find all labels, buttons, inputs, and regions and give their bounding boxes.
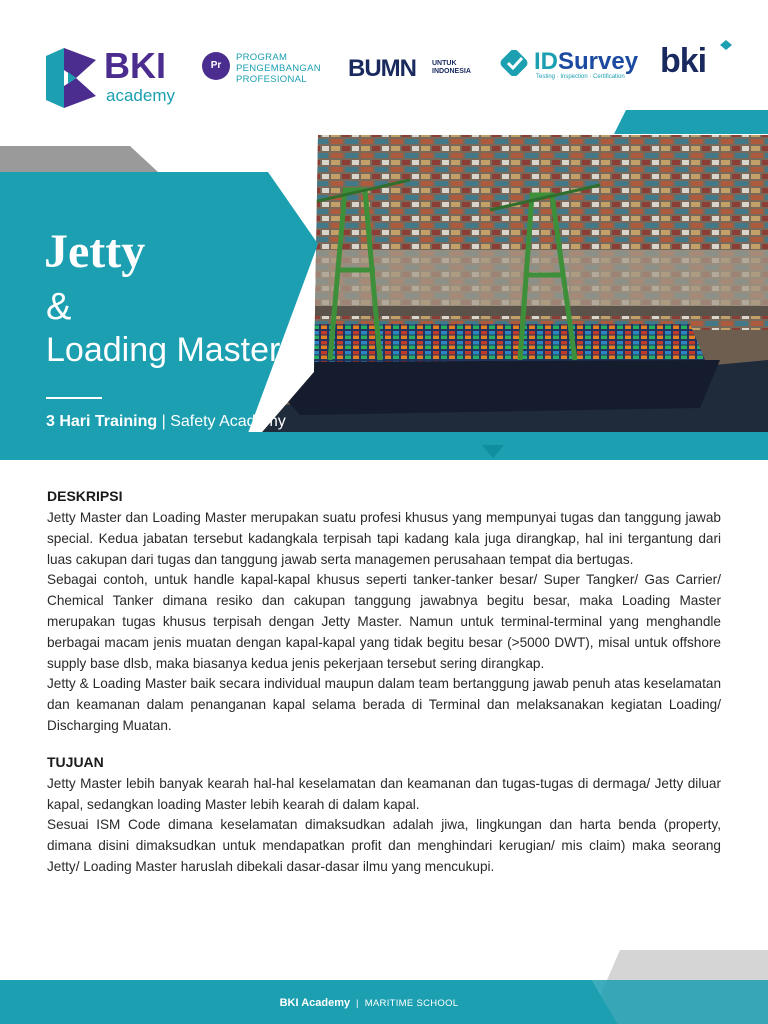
ppp-text [236, 52, 321, 85]
hero-ampersand: & [46, 286, 72, 328]
footer-separator: | [356, 998, 359, 1009]
bki-academy-sub: academy [106, 86, 175, 105]
bumn-tag-line-2: INDONESIA [432, 68, 471, 75]
bki-academy-logo [46, 46, 196, 110]
bki-accent-icon [720, 40, 732, 54]
ppp-line-2: PENGEMBANGAN [236, 63, 321, 74]
footer-text [0, 996, 738, 1011]
tujuan-paragraph-2: Sesuai ISM Code dimana keselamatan dimaksudkan adalah jiwa, lingkungan dan harta benda (property, dimana disini dimaksudkan untuk mendapatkan profit dan menghindari kerugian/ mis claim) maka seorang Jetty/ Loading Master haruslah dibekali dasar-dasar ilmu yang mencukupi. [47, 817, 721, 874]
deskripsi-paragraph-2: Sebagai contoh, untuk handle kapal-kapal khusus seperti tanker-tanker besar/ Super Tangker/ Gas Carrier/ Chemical Tanker dimana resiko dan cakupan tanggung jawabnya begitu besar, maka Loading Master merupakan tugas khusus terpisah dengan Jetty Master. Namun untuk terminal-terminal yang menghandle berbagai macam jenis muatan dengan kapal-kapal yang tidak begitu besar (>5000 DWT), misal untuk offshore supply base dlsb, maka biasanya kedua jenis pekerjaan tersebut sering dirangkap. [47, 572, 721, 671]
idsurvey-logo [500, 48, 650, 84]
hero-meta [46, 412, 286, 432]
ppp-line-3: PROFESIONAL [236, 74, 307, 85]
idsurvey-word [534, 48, 638, 76]
hero-subtitle: Loading Master [46, 331, 281, 369]
logo-bar [0, 0, 768, 118]
content [47, 487, 721, 878]
academy-name: Safety Academy [170, 413, 286, 430]
deskripsi-paragraph-1: Jetty Master dan Loading Master merupakan suatu profesi khusus yang mempunyai tugas dan tanggung jawab special. Kedua jabatan tersebut kadangkala terpisah tapi kadang kala juga dirangkap, hal ini tergantung dari luas cakupan dari tugas dan tanggung jawab serta managemen perusahaan tempat dia bertugas. [47, 510, 721, 567]
hero-divider [46, 397, 102, 399]
tujuan-paragraph-1: Jetty Master lebih banyak kearah hal-hal keselamatan dan keamanan dan tugas-tugas di dermaga/ Jetty diluar kapal, sedangkan loading Master lebih kearah di dalam kapal. [47, 775, 721, 812]
port-photo [230, 130, 768, 460]
meta-separator: | [157, 413, 171, 430]
idsurvey-word-survey: Survey [558, 48, 639, 75]
training-duration: 3 Hari Training [46, 413, 158, 430]
footer-school: MARITIME SCHOOL [364, 998, 459, 1009]
bumn-tag-line-1: UNTUK [432, 60, 457, 67]
footer-graphic [0, 950, 768, 1024]
bki-word: bki [660, 42, 707, 80]
bki-academy-word: BKI [104, 45, 166, 86]
ppp-logo [202, 52, 342, 92]
bumn-word: BUMN [348, 55, 416, 82]
idsurvey-check-icon [500, 50, 530, 76]
grey-accent-left [0, 146, 158, 172]
tujuan-heading: TUJUAN [47, 753, 104, 770]
ppp-badge-icon: Pr [202, 52, 230, 80]
bki-mark-icon [46, 48, 96, 108]
deskripsi-heading: DESKRIPSI [47, 488, 123, 504]
teal-bottom-band [0, 432, 768, 460]
hero-title: Jetty [44, 225, 146, 278]
bki-logo [660, 40, 732, 84]
section-gap [47, 737, 721, 753]
footer-brand: BKI Academy [279, 997, 351, 1009]
footer [0, 950, 768, 1024]
idsurvey-tagline: Testing · Inspection · Certification [536, 74, 625, 80]
bumn-logo [348, 56, 488, 84]
bumn-tagline [432, 60, 471, 76]
idsurvey-word-id: ID [534, 48, 558, 75]
hero-banner [0, 110, 768, 460]
ppp-line-1: PROGRAM [236, 52, 288, 63]
teal-accent-top-right [614, 110, 768, 134]
hero-graphic [0, 110, 768, 460]
deskripsi-paragraph-3: Jetty & Loading Master baik secara individual maupun dalam team bertanggung jawab penuh atas keselamatan dan keamanan dalam penanganan kapal selama berada di Terminal dan melaksanakan kegiatan Loading/ Discharging Muatan. [47, 676, 721, 733]
